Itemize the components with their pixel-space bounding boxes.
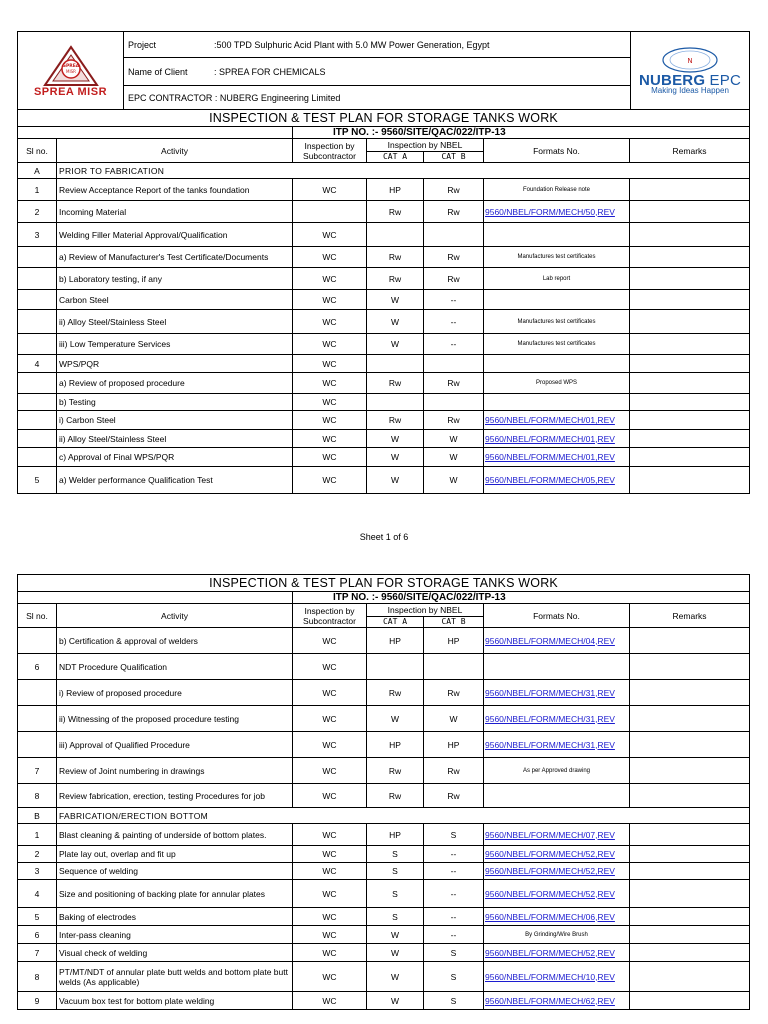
row-inspection-sub: WC — [293, 824, 367, 846]
table-row — [18, 962, 750, 992]
row-inspection-sub: WC — [293, 373, 367, 394]
row-slno: 6 — [18, 926, 57, 944]
row-cat-b: -- — [424, 880, 484, 908]
row-slno: 2 — [18, 846, 57, 863]
row-slno: 1 — [18, 179, 57, 201]
format-note — [484, 784, 630, 808]
row-cat-b: S — [424, 824, 484, 846]
table-row — [18, 448, 750, 467]
row-cat-a: Rw — [367, 373, 424, 394]
format-link[interactable]: 9560/NBEL/FORM/MECH/52,REV — [485, 849, 615, 859]
row-activity: Vacuum box test for bottom plate welding — [57, 992, 293, 1010]
row-inspection-sub: WC — [293, 863, 367, 880]
row-slno: 8 — [18, 962, 57, 992]
row-cat-b: Rw — [424, 411, 484, 430]
row-inspection-sub: WC — [293, 758, 367, 784]
row-cat-b: W — [424, 430, 484, 448]
itp-number: ITP NO. :- 9560/SITE/QAC/022/ITP-13 — [293, 127, 750, 139]
row-cat-b: Rw — [424, 758, 484, 784]
col-activity: Activity — [57, 139, 293, 163]
row-remarks — [630, 179, 750, 201]
row-cat-a: HP — [367, 179, 424, 201]
row-activity: Sequence of welding — [57, 863, 293, 880]
format-link[interactable]: 9560/NBEL/FORM/MECH/31,REV — [485, 713, 615, 724]
table-row — [18, 310, 750, 334]
row-inspection-sub: WC — [293, 310, 367, 334]
row-activity: Welding Filler Material Approval/Qualification — [57, 223, 293, 247]
row-remarks — [630, 355, 750, 373]
project-label: Project — [128, 39, 157, 50]
format-link[interactable]: 9560/NBEL/FORM/MECH/01,REV — [485, 415, 615, 425]
row-slno: 4 — [18, 880, 57, 908]
row-cat-b: W — [424, 448, 484, 467]
row-cat-a: Rw — [367, 201, 424, 223]
row-remarks — [630, 908, 750, 926]
row-cat-b: Rw — [424, 680, 484, 706]
row-inspection-sub: WC — [293, 355, 367, 373]
row-slno — [18, 394, 57, 411]
row-slno: 8 — [18, 784, 57, 808]
row-slno — [18, 373, 57, 394]
svg-text:SPREA: SPREA — [62, 63, 79, 69]
row-cat-b: -- — [424, 290, 484, 310]
row-activity: WPS/PQR — [57, 355, 293, 373]
row-inspection-sub: WC — [293, 944, 367, 962]
row-remarks — [630, 880, 750, 908]
row-cat-a: W — [367, 334, 424, 355]
row-slno — [18, 628, 57, 654]
row-cat-b — [424, 223, 484, 247]
page-title-2: INSPECTION & TEST PLAN FOR STORAGE TANKS WORK — [18, 575, 750, 592]
row-slno — [18, 430, 57, 448]
row-cat-b: -- — [424, 310, 484, 334]
row-remarks — [630, 223, 750, 247]
format-link[interactable]: 9560/NBEL/FORM/MECH/07,REV — [485, 829, 615, 840]
row-inspection-sub: WC — [293, 654, 367, 680]
row-remarks — [630, 201, 750, 223]
format-note — [484, 223, 630, 247]
table-row — [18, 758, 750, 784]
row-remarks — [630, 706, 750, 732]
sheet-number: Sheet 1 of 6 — [359, 532, 409, 542]
row-remarks — [630, 467, 750, 494]
table-row — [18, 863, 750, 880]
row-inspection-sub: WC — [293, 223, 367, 247]
row-inspection-sub: WC — [293, 411, 367, 430]
row-cat-a: W — [367, 430, 424, 448]
row-remarks — [630, 846, 750, 863]
table-row — [18, 992, 750, 1010]
format-link[interactable]: 9560/NBEL/FORM/MECH/52,REV — [485, 947, 615, 958]
row-remarks — [630, 784, 750, 808]
col-formats-2: Formats No. — [484, 604, 630, 628]
row-activity: Blast cleaning & painting of underside of bottom plates. — [57, 824, 293, 846]
row-cat-b: Rw — [424, 784, 484, 808]
format-link[interactable]: 9560/NBEL/FORM/MECH/31,REV — [485, 687, 615, 698]
row-remarks — [630, 448, 750, 467]
table-row — [18, 654, 750, 680]
sprea-triangle-icon — [41, 45, 101, 89]
nuberg-wordmark: NUBERG — [638, 71, 706, 89]
table-row — [18, 908, 750, 926]
nuberg-tagline: Making Ideas Happen — [651, 85, 729, 95]
row-inspection-sub: WC — [293, 880, 367, 908]
row-remarks — [630, 247, 750, 268]
format-note — [484, 394, 630, 411]
col-slno-2: Sl no. — [18, 604, 57, 628]
section-heading: FABRICATION/ERECTION BOTTOM — [57, 808, 750, 824]
col-inspection-nbel: Inspection by NBEL — [367, 139, 484, 152]
row-cat-a: S — [367, 846, 424, 863]
col-remarks-2: Remarks — [630, 604, 750, 628]
row-activity: Baking of electrodes — [57, 908, 293, 926]
row-remarks — [630, 926, 750, 944]
itp-number-2: ITP NO. :- 9560/SITE/QAC/022/ITP-13 — [293, 592, 750, 604]
format-note — [484, 654, 630, 680]
row-activity: iii) Approval of Qualified Procedure — [57, 732, 293, 758]
row-remarks — [630, 411, 750, 430]
row-slno: 1 — [18, 824, 57, 846]
table-row — [18, 290, 750, 310]
row-cat-a: W — [367, 992, 424, 1010]
row-slno: 7 — [18, 758, 57, 784]
table-row — [18, 467, 750, 494]
section-heading: PRIOR TO FABRICATION — [57, 163, 750, 179]
row-cat-b: W — [424, 706, 484, 732]
row-inspection-sub: WC — [293, 908, 367, 926]
row-slno: A — [18, 163, 57, 179]
row-remarks — [630, 654, 750, 680]
row-slno: 4 — [18, 355, 57, 373]
row-cat-a: Rw — [367, 680, 424, 706]
row-remarks — [630, 394, 750, 411]
table-row — [18, 268, 750, 290]
row-cat-a: HP — [367, 628, 424, 654]
table-row — [18, 784, 750, 808]
page-title: INSPECTION & TEST PLAN FOR STORAGE TANKS WORK — [18, 110, 750, 127]
row-cat-b — [424, 355, 484, 373]
table-row — [18, 411, 750, 430]
row-cat-a: S — [367, 880, 424, 908]
row-inspection-sub: WC — [293, 394, 367, 411]
table-row — [18, 706, 750, 732]
itp-table-sheet-1 — [17, 109, 750, 494]
format-note: Proposed WPS — [484, 373, 630, 394]
table-row — [18, 394, 750, 411]
row-inspection-sub: WC — [293, 732, 367, 758]
table-row — [18, 926, 750, 944]
row-activity: a) Review of Manufacturer's Test Certificate/Documents — [57, 247, 293, 268]
row-inspection-sub: WC — [293, 467, 367, 494]
nuberg-epc-logo — [631, 32, 750, 110]
row-inspection-sub: WC — [293, 179, 367, 201]
table-row — [18, 808, 750, 824]
row-slno — [18, 680, 57, 706]
col-activity-2: Activity — [57, 604, 293, 628]
col-formats: Formats No. — [484, 139, 630, 163]
format-note: Manufactures test certificates — [484, 334, 630, 355]
row-slno — [18, 411, 57, 430]
row-cat-a: W — [367, 944, 424, 962]
row-inspection-sub: WC — [293, 962, 367, 992]
row-activity: Review of Joint numbering in drawings — [57, 758, 293, 784]
row-cat-a: Rw — [367, 247, 424, 268]
row-inspection-sub — [293, 201, 367, 223]
row-remarks — [630, 680, 750, 706]
row-slno: 3 — [18, 223, 57, 247]
row-slno: 2 — [18, 201, 57, 223]
row-cat-b — [424, 394, 484, 411]
row-remarks — [630, 732, 750, 758]
format-note: Foundation Release note — [484, 179, 630, 201]
row-remarks — [630, 310, 750, 334]
table-row — [18, 223, 750, 247]
row-cat-a: Rw — [367, 758, 424, 784]
format-note: Manufactures test certificates — [484, 247, 630, 268]
row-remarks — [630, 268, 750, 290]
row-cat-a: W — [367, 448, 424, 467]
format-note: Manufactures test certificates — [484, 310, 630, 334]
header-table — [17, 31, 750, 110]
row-inspection-sub: WC — [293, 247, 367, 268]
row-slno — [18, 334, 57, 355]
row-cat-b: -- — [424, 846, 484, 863]
format-link[interactable]: 9560/NBEL/FORM/MECH/06,REV — [485, 911, 615, 922]
row-slno — [18, 448, 57, 467]
format-note: By Grinding/Wire Brush — [484, 926, 630, 944]
client-label: Name of Client — [128, 66, 188, 77]
row-remarks — [630, 334, 750, 355]
row-activity: Carbon Steel — [57, 290, 293, 310]
row-remarks — [630, 824, 750, 846]
row-inspection-sub: WC — [293, 784, 367, 808]
row-inspection-sub: WC — [293, 448, 367, 467]
row-activity: iii) Low Temperature Services — [57, 334, 293, 355]
row-cat-b: S — [424, 944, 484, 962]
row-cat-a: W — [367, 467, 424, 494]
svg-text:N: N — [687, 56, 693, 65]
row-inspection-sub: WC — [293, 992, 367, 1010]
row-remarks — [630, 373, 750, 394]
format-note — [484, 290, 630, 310]
row-slno: 5 — [18, 467, 57, 494]
row-cat-a — [367, 394, 424, 411]
row-cat-a: S — [367, 863, 424, 880]
row-cat-b: HP — [424, 732, 484, 758]
col-cat-a-2: CAT A — [367, 617, 424, 628]
row-inspection-sub: WC — [293, 334, 367, 355]
row-inspection-sub: WC — [293, 290, 367, 310]
col-cat-b: CAT B — [424, 152, 484, 163]
table-row — [18, 179, 750, 201]
table-row — [18, 680, 750, 706]
sprea-misr-logo — [18, 32, 124, 110]
row-cat-b: -- — [424, 926, 484, 944]
row-cat-b: -- — [424, 908, 484, 926]
row-cat-a: W — [367, 926, 424, 944]
row-cat-b: Rw — [424, 201, 484, 223]
row-cat-b: Rw — [424, 179, 484, 201]
row-remarks — [630, 962, 750, 992]
table-row — [18, 732, 750, 758]
row-cat-a: W — [367, 962, 424, 992]
row-activity: Review fabrication, erection, testing Procedures for job — [57, 784, 293, 808]
row-activity: ii) Alloy Steel/Stainless Steel — [57, 310, 293, 334]
itp-table-sheet-2 — [17, 574, 750, 1010]
col-inspection-sub-2: Inspection by Subcontractor — [293, 604, 367, 628]
project-value: :500 TPD Sulphuric Acid Plant with 5.0 MW Power Generation, Egypt — [214, 39, 490, 50]
table-row — [18, 824, 750, 846]
format-link[interactable]: 9560/NBEL/FORM/MECH/52,REV — [485, 888, 615, 899]
table-row — [18, 430, 750, 448]
row-inspection-sub: WC — [293, 680, 367, 706]
row-cat-a: S — [367, 908, 424, 926]
row-cat-b: -- — [424, 334, 484, 355]
format-link[interactable]: 9560/NBEL/FORM/MECH/10,REV — [485, 971, 615, 982]
row-inspection-sub: WC — [293, 706, 367, 732]
format-link[interactable]: 9560/NBEL/FORM/MECH/31,REV — [485, 739, 615, 750]
format-link[interactable]: 9560/NBEL/FORM/MECH/01,REV — [485, 433, 615, 444]
row-cat-b: Rw — [424, 247, 484, 268]
row-inspection-sub: WC — [293, 628, 367, 654]
row-slno — [18, 268, 57, 290]
table-row — [18, 201, 750, 223]
row-cat-b: Rw — [424, 268, 484, 290]
row-slno: B — [18, 808, 57, 824]
row-remarks — [630, 992, 750, 1010]
table-row — [18, 628, 750, 654]
row-activity: ii) Alloy Steel/Stainless Steel — [57, 430, 293, 448]
row-cat-a: W — [367, 290, 424, 310]
row-slno — [18, 310, 57, 334]
row-activity: i) Carbon Steel — [57, 411, 293, 430]
row-cat-a: HP — [367, 824, 424, 846]
row-slno: 9 — [18, 992, 57, 1010]
format-link[interactable]: 9560/NBEL/FORM/MECH/05,REV — [485, 475, 615, 485]
format-link[interactable]: 9560/NBEL/FORM/MECH/04,REV — [485, 635, 615, 646]
row-remarks — [630, 944, 750, 962]
row-remarks — [630, 290, 750, 310]
table-row — [18, 373, 750, 394]
row-slno — [18, 290, 57, 310]
table-row — [18, 846, 750, 863]
col-slno: Sl no. — [18, 139, 57, 163]
row-slno: 7 — [18, 944, 57, 962]
row-cat-a — [367, 223, 424, 247]
row-remarks — [630, 430, 750, 448]
format-note: As per Approved drawing — [484, 758, 630, 784]
row-inspection-sub: WC — [293, 430, 367, 448]
row-activity: b) Certification & approval of welders — [57, 628, 293, 654]
row-cat-a: Rw — [367, 411, 424, 430]
row-slno: 6 — [18, 654, 57, 680]
format-link[interactable]: 9560/NBEL/FORM/MECH/01,REV — [485, 452, 615, 462]
format-link[interactable]: 9560/NBEL/FORM/MECH/50,REV — [485, 206, 615, 217]
col-remarks: Remarks — [630, 139, 750, 163]
row-slno — [18, 732, 57, 758]
format-note — [484, 355, 630, 373]
col-cat-b-2: CAT B — [424, 617, 484, 628]
row-cat-a: HP — [367, 732, 424, 758]
row-activity: c) Approval of Final WPS/PQR — [57, 448, 293, 467]
row-cat-a — [367, 355, 424, 373]
row-cat-b: S — [424, 962, 484, 992]
table-row — [18, 334, 750, 355]
nuberg-suffix: EPC — [705, 71, 741, 89]
row-cat-b: S — [424, 992, 484, 1010]
row-cat-b: W — [424, 467, 484, 494]
client-value: : SPREA FOR CHEMICALS — [214, 66, 326, 77]
row-remarks — [630, 863, 750, 880]
format-note: Lab report — [484, 268, 630, 290]
row-activity: Plate lay out, overlap and fit up — [57, 846, 293, 863]
format-link[interactable]: 9560/NBEL/FORM/MECH/62,REV — [485, 995, 615, 1006]
table-row — [18, 247, 750, 268]
row-inspection-sub: WC — [293, 268, 367, 290]
row-cat-a: W — [367, 706, 424, 732]
row-activity: b) Laboratory testing, if any — [57, 268, 293, 290]
table-row — [18, 880, 750, 908]
svg-text:MISR: MISR — [65, 68, 76, 74]
col-cat-a: CAT A — [367, 152, 424, 163]
row-activity: Review Acceptance Report of the tanks foundation — [57, 179, 293, 201]
row-cat-b: -- — [424, 863, 484, 880]
sprea-misr-wordmark: SPREA MISR — [33, 85, 108, 98]
row-slno — [18, 247, 57, 268]
row-activity: Visual check of welding — [57, 944, 293, 962]
row-cat-b: HP — [424, 628, 484, 654]
row-inspection-sub: WC — [293, 846, 367, 863]
row-inspection-sub: WC — [293, 926, 367, 944]
row-activity: a) Welder performance Qualification Test — [57, 467, 293, 494]
row-cat-a: W — [367, 310, 424, 334]
row-cat-b — [424, 654, 484, 680]
row-slno: 5 — [18, 908, 57, 926]
row-cat-b: Rw — [424, 373, 484, 394]
row-activity: ii) Witnessing of the proposed procedure testing — [57, 706, 293, 732]
col-inspection-sub: Inspection by Subcontractor — [293, 139, 367, 163]
row-remarks — [630, 628, 750, 654]
table-row — [18, 944, 750, 962]
nuberg-globe-icon — [661, 46, 719, 74]
row-remarks — [630, 758, 750, 784]
epc-contractor: EPC CONTRACTOR : NUBERG Engineering Limited — [124, 86, 631, 110]
row-activity: b) Testing — [57, 394, 293, 411]
row-cat-a — [367, 654, 424, 680]
row-activity: Size and positioning of backing plate for annular plates — [57, 880, 293, 908]
table-row — [18, 355, 750, 373]
row-activity: NDT Procedure Qualification — [57, 654, 293, 680]
row-activity: a) Review of proposed procedure — [57, 373, 293, 394]
row-activity: i) Review of proposed procedure — [57, 680, 293, 706]
row-activity: Inter-pass cleaning — [57, 926, 293, 944]
row-slno — [18, 706, 57, 732]
format-link[interactable]: 9560/NBEL/FORM/MECH/52,REV — [485, 866, 615, 876]
row-cat-a: Rw — [367, 268, 424, 290]
row-activity: PT/MT/NDT of annular plate butt welds and bottom plate butt welds (As applicable) — [57, 962, 293, 992]
row-slno: 3 — [18, 863, 57, 880]
table-row — [18, 163, 750, 179]
row-activity: Incoming Material — [57, 201, 293, 223]
col-inspection-nbel-2: Inspection by NBEL — [367, 604, 484, 617]
row-cat-a: Rw — [367, 784, 424, 808]
